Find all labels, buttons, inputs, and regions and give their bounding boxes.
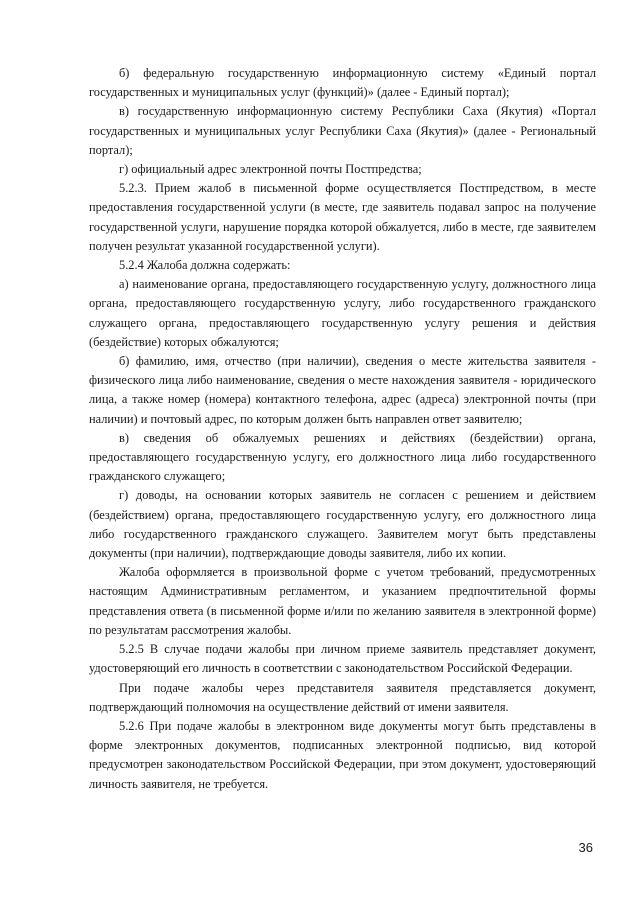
paragraph-content-g: г) доводы, на основании которых заявитель не согласен с решением и действием (бездействием) органа, предоставляющего государственную услугу, его должностного лица либо государственного гражданского служащего. Заявителем могут быть представлены документы (при наличии), подтверждающие доводы заявителя, либо их копии. (89, 488, 596, 561)
paragraph-content-v: в) сведения об обжалуемых решениях и действиях (бездействии) органа, предоставляющего государственную услугу, его должностного лица либо государственного гражданского служащего; (89, 430, 596, 484)
paragraph-5-2-5: 5.2.5 В случае подачи жалобы при личном приеме заявитель представляет документ, удостоверяющий его личность в соответствии с законодательством Российской Федерации. (89, 642, 596, 676)
paragraph-complaint-form: Жалоба оформляется в произвольной форме с учетом требований, предусмотренных настоящим Административным регламентом, и указанием предпочтительной формы представления ответа (в письменной форме и/или по желанию заявителя в электронной форме) по результатам рассмотрения жалобы. (89, 565, 596, 637)
page-number: 36 (578, 840, 593, 855)
paragraph-5-2-6: 5.2.6 При подаче жалобы в электронном виде документы могут быть представлены в форме электронных документов, подписанных электронной подписью, вид которой предусмотрен законодательством Российской Федерации, при этом документ, удостоверяющий личность заявителя, не требуется. (89, 718, 596, 791)
paragraph-item-g-email: г) официальный адрес электронной почты Постпредства; (119, 162, 422, 177)
paragraph-item-b-federal-portal: б) федеральную государственную информационную систему «Единый портал государственных и муниципальных услуг (функций)» (далее - Единый портал); (89, 66, 596, 100)
paragraph-representative: При подаче жалобы через представителя заявителя представляется документ, подтверждающий полномочия на осуществление действий от имени заявителя. (89, 680, 596, 714)
paragraph-5-2-4: 5.2.4 Жалоба должна содержать: (119, 258, 291, 273)
paragraph-5-2-3: 5.2.3. Прием жалоб в письменной форме осуществляется Постпредством, в месте предоставления государственной услуги (в месте, где заявитель подавал запрос на получение государственной услуги, нарушение порядка которой обжалуется, либо в месте, где заявителем получен результат указанной государственной услуги). (89, 181, 596, 253)
document-body (89, 64, 596, 794)
paragraph-content-a: а) наименование органа, предоставляющего государственную услугу, должностного лица органа, предоставляющего государственную услугу, либо государственного гражданского служащего органа, предоставляющего государственную услугу решения и действия (бездействие) которых обжалуются; (89, 277, 596, 349)
paragraph-item-v-regional-portal: в) государственную информационную систему Республики Саха (Якутия) «Портал государственных и муниципальных услуг Республики Саха (Якутия)» (далее - Региональный портал); (89, 104, 596, 157)
paragraph-content-b: б) фамилию, имя, отчество (при наличии), сведения о месте жительства заявителя - физического лица либо наименование, сведения о месте нахождения заявителя - юридического лица, а также номер (номера) контактного телефона, адрес (адреса) электронной почты (при наличии) и почтовый адрес, по которым должен быть направлен ответ заявителю; (89, 354, 596, 426)
